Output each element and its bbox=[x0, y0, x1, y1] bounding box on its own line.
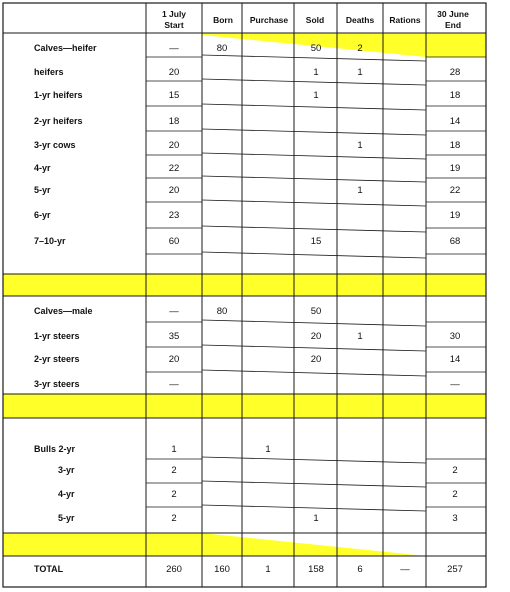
cell-start: 22 bbox=[168, 163, 180, 174]
header-start-line1: 1 July bbox=[161, 9, 187, 19]
cell-start: — bbox=[169, 43, 179, 54]
cell-end: 28 bbox=[449, 67, 461, 78]
cell-end: 2 bbox=[452, 465, 458, 476]
row-label: 4-yr bbox=[58, 489, 75, 499]
cell-start: — bbox=[169, 306, 179, 317]
total-start: 260 bbox=[166, 564, 182, 575]
row-label: Calves—heifer bbox=[34, 43, 97, 53]
cell-start: 20 bbox=[168, 67, 180, 78]
cell-end: 19 bbox=[449, 210, 461, 221]
cell-deaths: 1 bbox=[357, 67, 363, 78]
cell-deaths: 1 bbox=[357, 185, 363, 196]
cell-end: 14 bbox=[449, 116, 461, 127]
cell-start: 1 bbox=[171, 444, 177, 455]
cell-end: 14 bbox=[449, 354, 461, 365]
total-sold: 158 bbox=[308, 564, 324, 575]
cell-deaths: 1 bbox=[357, 331, 363, 342]
cell-sold: 15 bbox=[310, 236, 322, 247]
cell-start: 35 bbox=[168, 331, 180, 342]
cell-start: 2 bbox=[171, 465, 177, 476]
cell-start: 20 bbox=[168, 140, 180, 151]
row-rule-slanted bbox=[202, 370, 426, 376]
highlight-band-1 bbox=[3, 274, 486, 296]
cell-sold: 1 bbox=[313, 67, 319, 78]
row-label: 1-yr steers bbox=[34, 331, 80, 341]
cell-end: 30 bbox=[449, 331, 461, 342]
highlight-band-3 bbox=[3, 533, 426, 556]
cell-start: 18 bbox=[168, 116, 180, 127]
cell-purchase: 1 bbox=[265, 444, 271, 455]
header-deaths: Deaths bbox=[345, 15, 375, 25]
header-start bbox=[146, 9, 202, 31]
header-start-line2: Start bbox=[164, 20, 184, 30]
cell-deaths: 1 bbox=[357, 140, 363, 151]
cell-start: 20 bbox=[168, 185, 180, 196]
row-rule-slanted bbox=[202, 55, 426, 61]
row-rule-slanted bbox=[202, 505, 426, 511]
row-rule-slanted bbox=[202, 481, 426, 487]
row-label: 3-yr cows bbox=[34, 140, 76, 150]
total-deaths: 6 bbox=[357, 564, 363, 575]
cell-end: 19 bbox=[449, 163, 461, 174]
row-label: 7–10-yr bbox=[34, 236, 66, 246]
row-label: Bulls 2-yr bbox=[34, 444, 76, 454]
cell-start: 23 bbox=[168, 210, 180, 221]
header-end-line2: End bbox=[444, 20, 462, 30]
cell-sold: 1 bbox=[313, 90, 319, 101]
cell-end: 18 bbox=[449, 90, 461, 101]
total-label: TOTAL bbox=[34, 564, 64, 574]
cell-start: 60 bbox=[168, 236, 180, 247]
header-end bbox=[424, 9, 482, 31]
row-label: 5-yr bbox=[58, 513, 75, 523]
row-label: 1-yr heifers bbox=[34, 90, 83, 100]
cell-sold: 50 bbox=[310, 306, 322, 317]
row-rule-slanted bbox=[202, 200, 426, 206]
cell-end: — bbox=[450, 379, 460, 390]
row-label: heifers bbox=[34, 67, 64, 77]
cell-sold: 20 bbox=[310, 331, 322, 342]
row-label: 6-yr bbox=[34, 210, 51, 220]
row-rule-slanted bbox=[202, 176, 426, 182]
cell-start: 20 bbox=[168, 354, 180, 365]
row-label: 2-yr steers bbox=[34, 354, 80, 364]
cell-sold: 20 bbox=[310, 354, 322, 365]
row-rule-slanted bbox=[202, 79, 426, 85]
row-label: 3-yr bbox=[58, 465, 75, 475]
total-end: 257 bbox=[447, 564, 463, 575]
row-rule-slanted bbox=[202, 129, 426, 135]
row-label: 5-yr bbox=[34, 185, 51, 195]
row-label: 3-yr steers bbox=[34, 379, 80, 389]
cell-start: 2 bbox=[171, 513, 177, 524]
header-end-line1: 30 June bbox=[437, 9, 469, 19]
total-purchase: 1 bbox=[265, 564, 271, 575]
row-label: 2-yr heifers bbox=[34, 116, 83, 126]
cell-sold: 50 bbox=[310, 43, 322, 54]
row-rule-slanted bbox=[202, 252, 426, 258]
cell-deaths: 2 bbox=[357, 43, 363, 54]
cell-born: 80 bbox=[216, 306, 228, 317]
header-purchase: Purchase bbox=[249, 15, 289, 25]
header-rations: Rations bbox=[389, 15, 421, 25]
cell-start: — bbox=[169, 379, 179, 390]
cell-end: 68 bbox=[449, 236, 461, 247]
header-sold: Sold bbox=[305, 15, 325, 25]
row-label: Calves—male bbox=[34, 306, 93, 316]
highlight-band-2 bbox=[3, 394, 486, 418]
header-born: Born bbox=[213, 15, 233, 25]
cell-end: 18 bbox=[449, 140, 461, 151]
cell-end: 2 bbox=[452, 489, 458, 500]
cell-start: 2 bbox=[171, 489, 177, 500]
total-rations: — bbox=[400, 564, 410, 575]
total-born: 160 bbox=[214, 564, 230, 575]
row-rule-slanted bbox=[202, 345, 426, 351]
row-rule-slanted bbox=[202, 226, 426, 232]
row-label: 4-yr bbox=[34, 163, 51, 173]
cell-born: 80 bbox=[216, 43, 228, 54]
cell-start: 15 bbox=[168, 90, 180, 101]
cell-end: 22 bbox=[449, 185, 461, 196]
row-rule-slanted bbox=[202, 153, 426, 159]
cell-sold: 1 bbox=[313, 513, 319, 524]
cell-end: 3 bbox=[452, 513, 458, 524]
row-rule-slanted bbox=[202, 104, 426, 110]
row-rule-slanted bbox=[202, 320, 426, 326]
row-rule-slanted bbox=[202, 457, 426, 463]
